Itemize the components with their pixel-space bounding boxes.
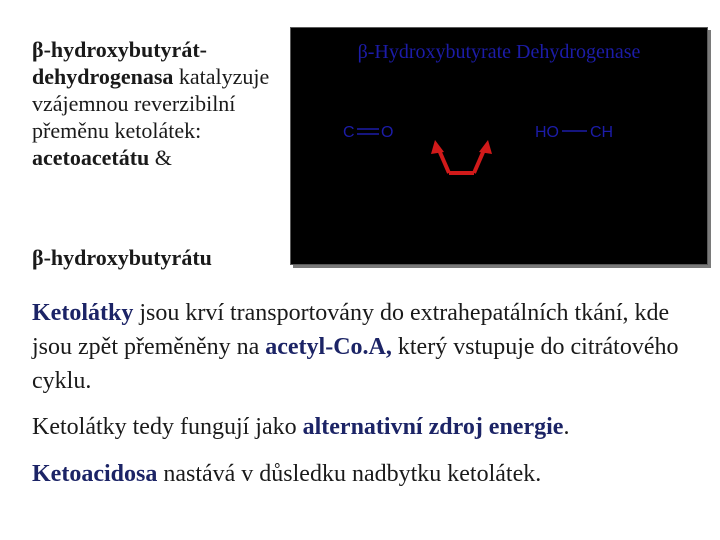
enzyme-description-text: katalyzuje vzájemnou reverzibilní přeměnu ketolátek: — [32, 64, 270, 143]
paragraph-ketoacidosis-text: nastává v důsledku nadbytku ketolátek. — [157, 461, 542, 487]
acetyl-coa-term: acetyl-Co.A, — [265, 334, 392, 360]
reaction-diagram — [291, 28, 707, 264]
left-arrow-shaft — [439, 150, 449, 173]
paragraph-energy — [32, 410, 692, 444]
right-arrowhead — [479, 140, 492, 154]
paragraph-energy-end: . — [563, 414, 570, 440]
ketoacidosis-term: Ketoacidosa — [32, 461, 158, 487]
paragraph-ketoacidosis — [32, 457, 692, 491]
reaction-figure — [290, 27, 708, 265]
right-arrow-shaft — [474, 150, 484, 173]
paragraph-transport — [32, 296, 692, 398]
ampersand: & — [154, 145, 172, 170]
ch-label: CH — [590, 124, 614, 141]
reversible-arrows — [439, 150, 484, 173]
acetoacetate-term: acetoacetátu — [32, 145, 150, 170]
enzyme-name: β-hydroxybutyrát-dehydrogenasa — [32, 37, 207, 89]
ketone-bodies-term: Ketolátky — [32, 300, 134, 326]
hydroxyl-label: HO — [535, 124, 559, 141]
figure-title: β-Hydroxybutyrate Dehydrogenase — [357, 41, 641, 63]
paragraph-energy-text: Ketolátky tedy fungují jako — [32, 414, 303, 440]
enzyme-description — [32, 36, 287, 171]
carbonyl-carbon-label: C — [343, 124, 355, 141]
paragraph-transport-text-end: který vstupuje do citrátového cyklu. — [32, 334, 679, 394]
beta-hydroxybutyrate-term: β-hydroxybutyrátu — [32, 245, 212, 270]
left-arrowhead — [431, 140, 444, 154]
paragraph-transport-text: jsou krví transportovány do extrahepatálních tkání, kde jsou zpět přeměněny na — [32, 300, 670, 360]
energy-source-term: alternativní zdroj energie — [302, 414, 564, 440]
carbonyl-oxygen-label: O — [381, 124, 394, 141]
